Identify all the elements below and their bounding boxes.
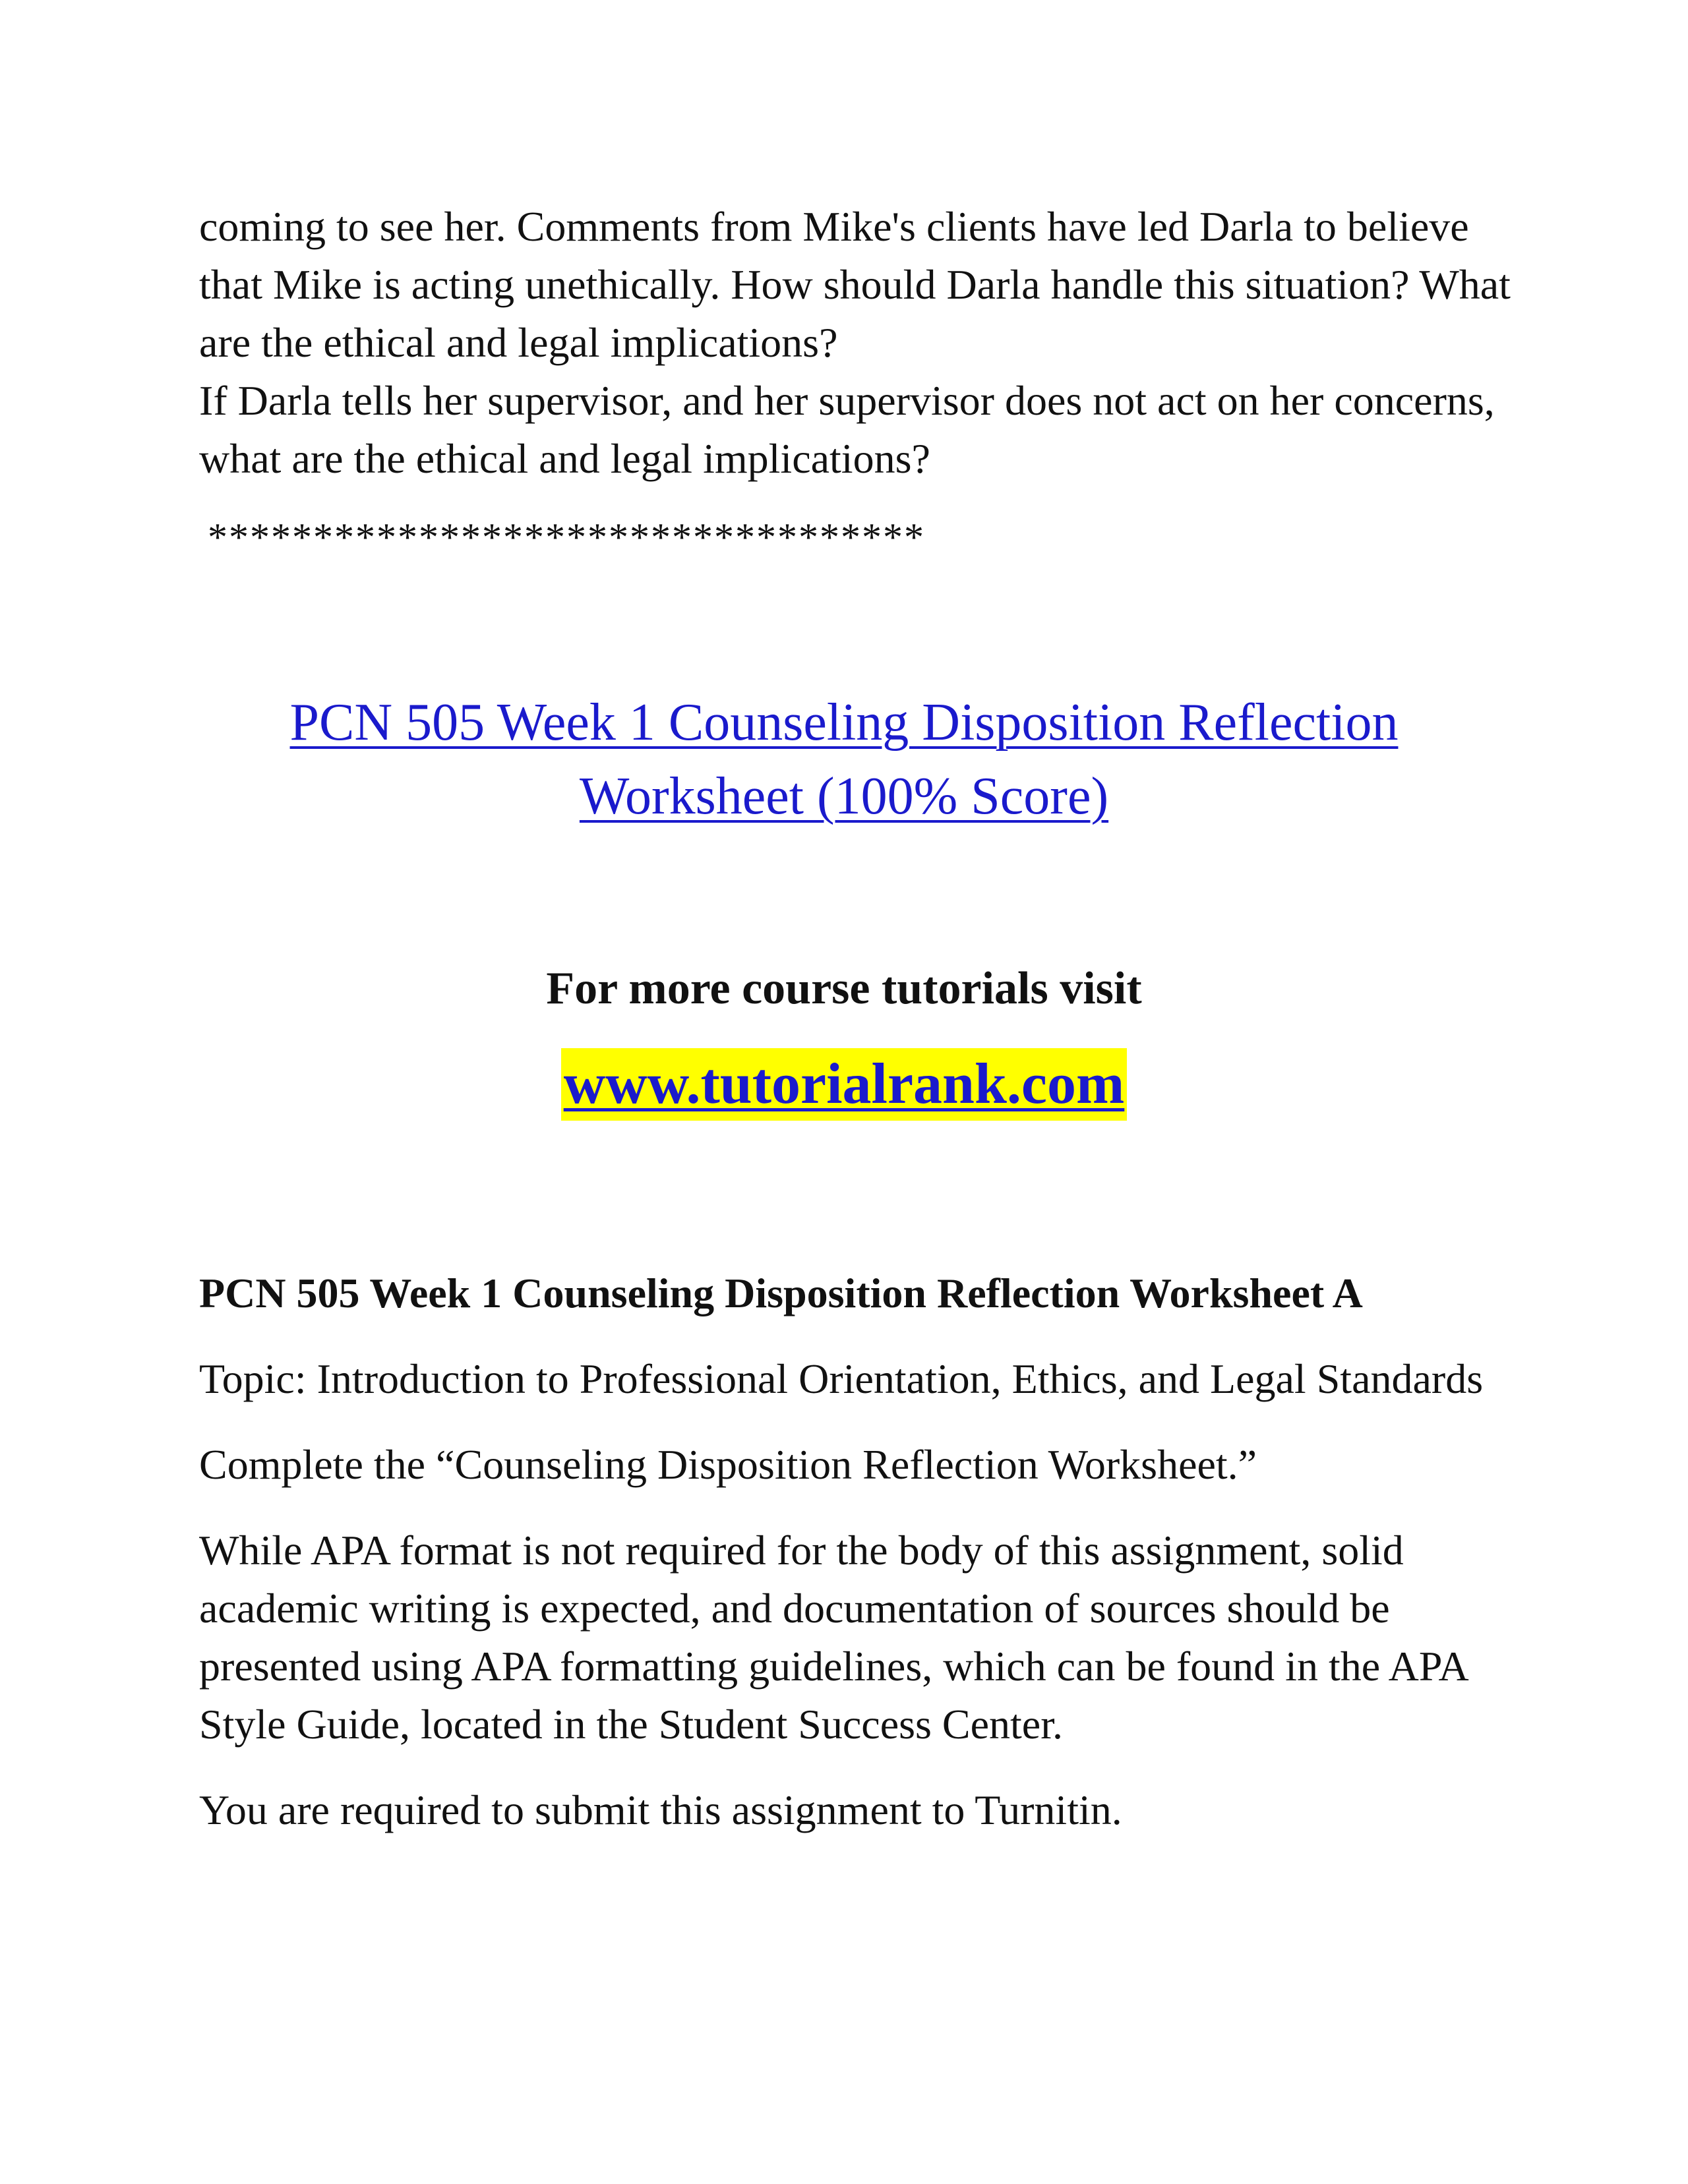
asterisk-separator: ********************************** [208,516,925,559]
assignment-topic: Topic: Introduction to Professional Orientation, Ethics, and Legal Standards [199,1355,1484,1402]
turnitin-note: You are required to submit this assignment to Turnitin. [199,1786,1122,1833]
apa-note: While APA format is not required for the body of this assignment, solid academic writing is expected, and documentation of sources should be presented using APA formatting guidelines, which can be found in the APA Style Guide, located in the Student Success Center. [199,1527,1467,1748]
course-title-link[interactable] [132,686,1556,833]
intro-paragraph-2: If Darla tells her supervisor, and her supervisor does not act on her concerns, what are the ethical and legal implications? [199,377,1495,482]
assignment-instruction: Complete the “Counseling Disposition Reflection Worksheet.” [199,1441,1257,1488]
intro-paragraph-1: coming to see her. Comments from Mike's clients have led Darla to believe that Mike is acting unethically. How should Darla handle this situation? What are the ethical and legal implications? [199,203,1511,366]
visit-prompt: For more course tutorials visit [546,963,1142,1014]
assignment-section [199,1264,1518,1867]
course-title-line-1[interactable]: PCN 505 Week 1 Counseling Disposition Reflection [289,694,1399,752]
assignment-heading: PCN 505 Week 1 Counseling Disposition Reflection Worksheet A [199,1270,1363,1316]
site-url-link[interactable]: www.tutorialrank.com [561,1048,1128,1121]
intro-text [199,198,1518,488]
course-title-line-2[interactable]: Worksheet (100% Score) [579,767,1109,825]
site-link-container [132,1048,1556,1121]
